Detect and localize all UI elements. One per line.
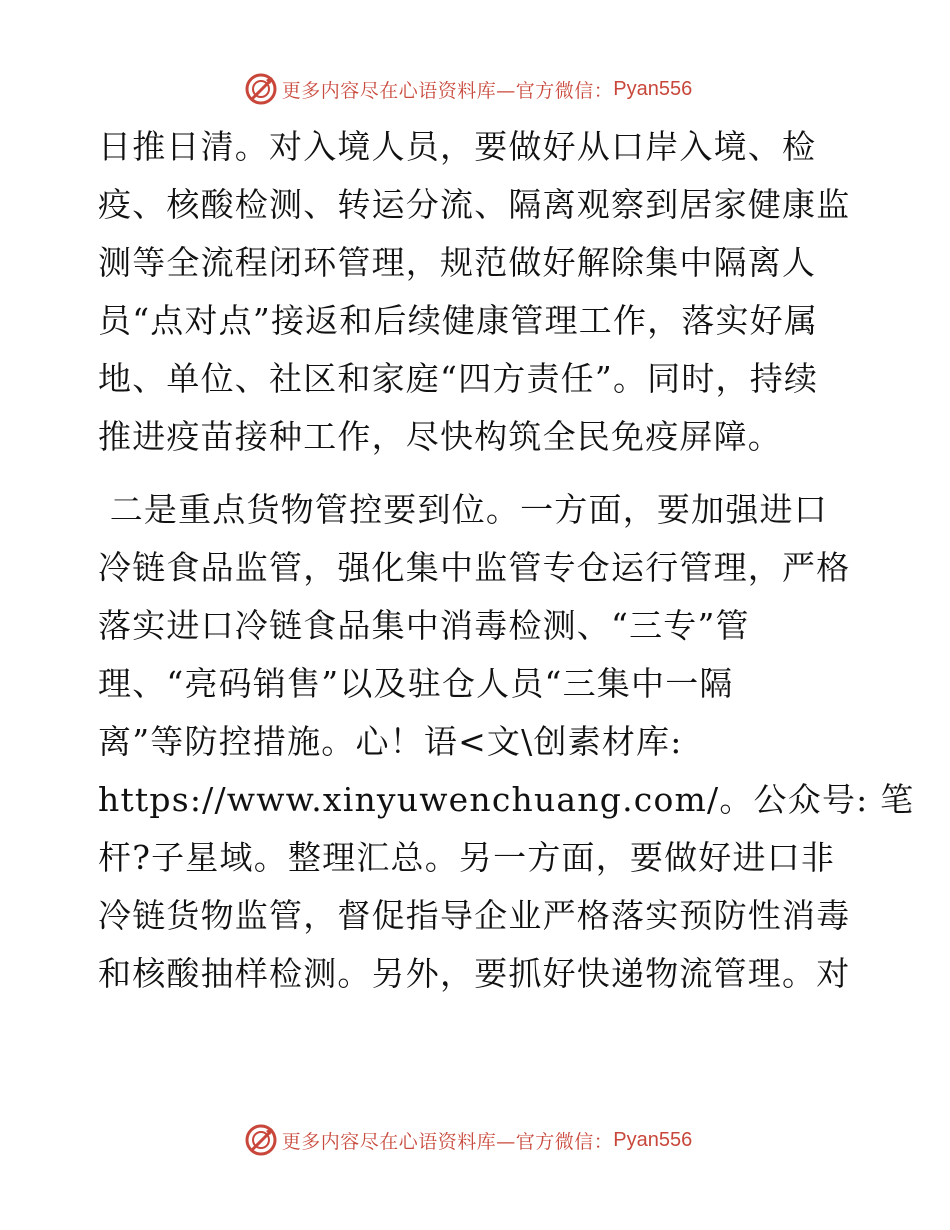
text-line: 理、“亮码销售”以及驻仓人员“三集中一隔: [98, 664, 734, 703]
text-line: 疫、核酸检测、转运分流、隔离观察到居家健康监: [98, 185, 851, 224]
text-line: 员“点对点”接返和后续健康管理工作，落实好属: [98, 301, 819, 340]
paragraph: [98, 481, 915, 1003]
text-line: 离”等防控措施。心！语<文\创素材库:: [98, 722, 683, 761]
text-line: 测等全流程闭环管理，规范做好解除集中隔离人: [98, 243, 817, 282]
text-line: 日推日清。对入境人员，要做好从口岸入境、检: [98, 127, 817, 166]
text-line: 和核酸抽样检测。另外，要抓好快递物流管理。对: [98, 954, 851, 993]
brand-logo-icon: [244, 72, 278, 106]
document-body: [98, 118, 915, 1003]
text-line: 二是重点货物管控要到位。一方面，要加强进口: [98, 490, 828, 529]
brand-logo-icon: [244, 1123, 278, 1157]
banner-text: 更多内容尽在心语资料库—官方微信：: [281, 79, 614, 102]
banner-text: 更多内容尽在心语资料库—官方微信：: [281, 1130, 614, 1153]
text-line: 落实进口冷链食品集中消毒检测、“三专”管: [98, 606, 750, 645]
header-banner: [0, 71, 950, 107]
text-line: 冷链货物监管，督促指导企业严格落实预防性消毒: [98, 896, 851, 935]
banner-wechat-id: Pyan556: [613, 1128, 693, 1151]
paragraph: [98, 118, 858, 466]
text-line: 地、单位、社区和家庭“四方责任”。同时，持续: [98, 359, 819, 398]
text-line: 冷链食品监管，强化集中监管专仓运行管理，严格: [98, 548, 851, 587]
paragraph-gap: [98, 466, 858, 481]
text-line: https://www.xinyuwenchuang.com/。公众号: 笔: [98, 780, 915, 819]
footer-banner: [0, 1122, 950, 1158]
banner-wechat-id: Pyan556: [613, 77, 693, 100]
text-line: 推进疫苗接种工作，尽快构筑全民免疫屏障。: [98, 417, 782, 456]
text-line: 杆?子星域。整理汇总。另一方面，要做好进口非: [98, 838, 836, 877]
